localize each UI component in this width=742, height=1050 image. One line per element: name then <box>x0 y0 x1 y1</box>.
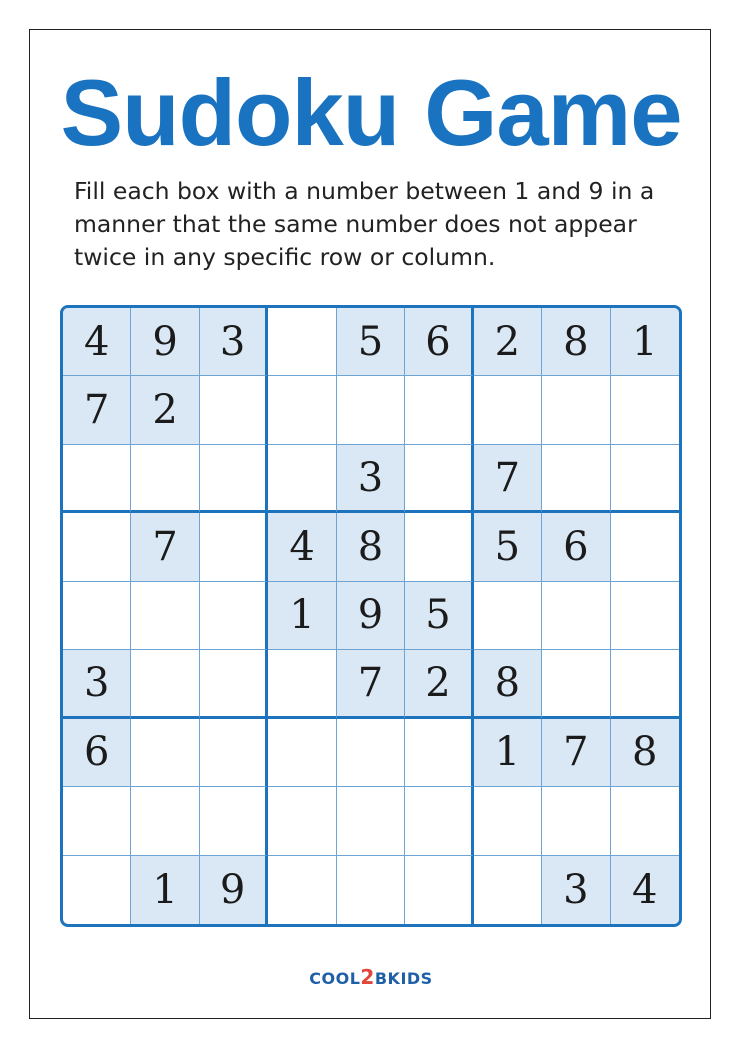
sudoku-cell: 2 <box>131 376 199 444</box>
sudoku-cell: 8 <box>542 308 610 376</box>
sudoku-cell: 7 <box>542 719 610 787</box>
sudoku-cell: 2 <box>474 308 542 376</box>
sudoku-cell: 1 <box>611 308 679 376</box>
sudoku-cell[interactable] <box>611 787 679 855</box>
logo-text-two: 2 <box>360 965 375 989</box>
sudoku-cell[interactable] <box>474 787 542 855</box>
sudoku-cell[interactable] <box>63 582 131 650</box>
sudoku-cell[interactable] <box>200 513 268 581</box>
instructions-text: Fill each box with a number between 1 and 9 in a manner that the same number does not appear twice in any specific row or column. <box>74 177 655 271</box>
sudoku-cell[interactable] <box>337 787 405 855</box>
sudoku-cell: 1 <box>268 582 336 650</box>
sudoku-cell[interactable] <box>63 787 131 855</box>
sudoku-cell: 7 <box>131 513 199 581</box>
sudoku-cell: 8 <box>611 719 679 787</box>
cool2bkids-logo <box>0 965 742 989</box>
sudoku-cell[interactable] <box>268 787 336 855</box>
sudoku-cell[interactable] <box>611 376 679 444</box>
sudoku-cell[interactable] <box>405 719 473 787</box>
sudoku-cell[interactable] <box>268 650 336 718</box>
sudoku-cell[interactable] <box>337 856 405 924</box>
logo-text-bkids: BKIDS <box>374 969 433 988</box>
sudoku-cell: 3 <box>337 445 405 513</box>
sudoku-cell[interactable] <box>131 719 199 787</box>
sudoku-cell: 8 <box>337 513 405 581</box>
sudoku-cell[interactable] <box>542 582 610 650</box>
sudoku-cell[interactable] <box>268 308 336 376</box>
sudoku-cell: 9 <box>337 582 405 650</box>
sudoku-cell[interactable] <box>131 582 199 650</box>
sudoku-cell[interactable] <box>611 650 679 718</box>
sudoku-cell[interactable] <box>474 376 542 444</box>
logo-text-cool: COOL <box>309 969 361 988</box>
sudoku-cell[interactable] <box>611 513 679 581</box>
sudoku-cell[interactable] <box>268 445 336 513</box>
sudoku-cell[interactable] <box>542 787 610 855</box>
sudoku-cell[interactable] <box>63 513 131 581</box>
sudoku-cell: 4 <box>268 513 336 581</box>
sudoku-cell: 5 <box>337 308 405 376</box>
sudoku-cell[interactable] <box>268 719 336 787</box>
sudoku-cell[interactable] <box>611 582 679 650</box>
sudoku-cell: 2 <box>405 650 473 718</box>
sudoku-cell[interactable] <box>405 513 473 581</box>
sudoku-cell[interactable] <box>200 582 268 650</box>
sudoku-cell: 4 <box>63 308 131 376</box>
sudoku-cell: 6 <box>405 308 473 376</box>
sudoku-cell[interactable] <box>200 376 268 444</box>
sudoku-cell: 3 <box>200 308 268 376</box>
sudoku-cell[interactable] <box>200 787 268 855</box>
sudoku-cell[interactable] <box>474 582 542 650</box>
sudoku-cell: 8 <box>474 650 542 718</box>
sudoku-cell: 9 <box>200 856 268 924</box>
sudoku-cell[interactable] <box>542 445 610 513</box>
sudoku-cell: 6 <box>542 513 610 581</box>
sudoku-cell: 7 <box>474 445 542 513</box>
sudoku-cell[interactable] <box>200 445 268 513</box>
sudoku-cell[interactable] <box>405 445 473 513</box>
page-title: Sudoku Game <box>60 60 682 165</box>
sudoku-cell[interactable] <box>405 856 473 924</box>
sudoku-cell: 9 <box>131 308 199 376</box>
sudoku-cell[interactable] <box>131 445 199 513</box>
sudoku-cell: 1 <box>131 856 199 924</box>
sudoku-cell[interactable] <box>337 376 405 444</box>
sudoku-cell[interactable] <box>200 650 268 718</box>
sudoku-cell: 1 <box>474 719 542 787</box>
sudoku-cell[interactable] <box>542 650 610 718</box>
sudoku-cell[interactable] <box>337 719 405 787</box>
sudoku-cell: 5 <box>474 513 542 581</box>
sudoku-cell[interactable] <box>542 376 610 444</box>
sudoku-cell: 4 <box>611 856 679 924</box>
sudoku-cell[interactable] <box>200 719 268 787</box>
sudoku-cell[interactable] <box>268 856 336 924</box>
sudoku-cell[interactable] <box>474 856 542 924</box>
sudoku-cell[interactable] <box>405 376 473 444</box>
sudoku-cell: 5 <box>405 582 473 650</box>
sudoku-cell: 7 <box>63 376 131 444</box>
sudoku-cell: 3 <box>63 650 131 718</box>
sudoku-cell[interactable] <box>63 856 131 924</box>
sudoku-cell[interactable] <box>131 787 199 855</box>
sudoku-cell[interactable] <box>131 650 199 718</box>
sudoku-cell: 3 <box>542 856 610 924</box>
sudoku-cell[interactable] <box>405 787 473 855</box>
sudoku-cell[interactable] <box>63 445 131 513</box>
sudoku-cell[interactable] <box>268 376 336 444</box>
sudoku-cell: 7 <box>337 650 405 718</box>
sudoku-grid <box>60 305 682 927</box>
sudoku-cell[interactable] <box>611 445 679 513</box>
sudoku-cell: 6 <box>63 719 131 787</box>
